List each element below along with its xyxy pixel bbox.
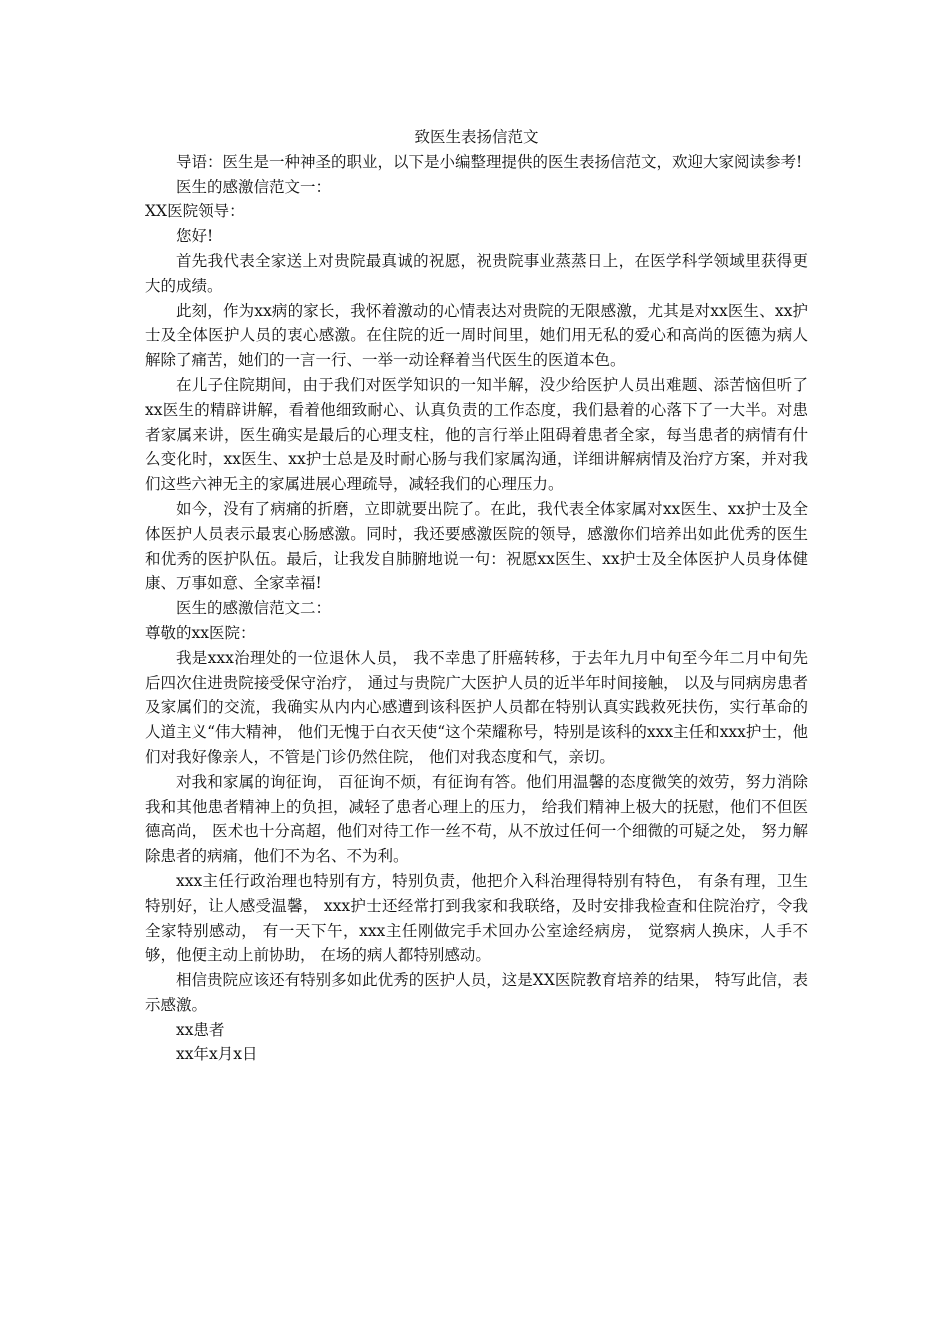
letter2-heading: 医生的感激信范文二： [176,599,332,618]
intro-paragraph: 导语：医生是一种神圣的职业，以下是小编整理提供的医生表扬信范文，欢迎大家阅读参考! [176,152,803,171]
document-title: 致医生表扬信范文 [414,128,539,146]
letter2-paragraph: xxx主任行政治理也特别有方，特别负责，他把介入科治理得特别有特色， 有条有理，卫生特别好，让人感受温馨， xxx护士还经常打到我家和我联络，及时安排我检查和住院治疗，令我全家特别感动， 有一天下午，xxx主任刚做完手术回办公室途经病房， 觉察病人换床，人手不够，他便主动上前协助， 在场的病人都特别感动。 [145,871,808,965]
letter2-date: xx年x月x日 [176,1045,258,1064]
letter2-paragraph: 对我和家属的询征询， 百征询不烦，有征询有答。他们用温馨的态度微笑的效劳，努力消除我和其他患者精神上的负担，减轻了患者心理上的压力， 给我们精神上极大的抚慰，他们不但医德高尚， 医术也十分高超，他们对待工作一丝不苟，从不放过任何一个细微的可疑之处， 努力解除患者的病痛，他们不为名、不为利。 [145,772,808,866]
letter2-paragraph: 相信贵院应该还有特别多如此优秀的医护人员，这是XX医院教育培养的结果， 特写此信，表示感激。 [145,971,808,1014]
letter1-salutation: XX医院领导： [145,202,245,221]
letter1-greeting: 您好! [176,227,214,246]
document-page [145,125,808,1067]
letter2-paragraph: 我是xxx治理处的一位退休人员， 我不幸患了肝癌转移，于去年九月中旬至今年二月中旬先后四次住进贵院接受保守治疗， 通过与贵院广大医护人员的近半年时间接触， 以及与同病房患者及家属们的交流，我确实从内内心感遭到该科医护人员都在特别认真实践救死扶伤，实行革命的人道主义“伟大精神， 他们无愧于白衣天使“这个荣耀称号，特别是该科的xxx主任和xxx护士，他们对我好像亲人，不管是门诊仍然住院， 他们对我态度和气，亲切。 [145,648,808,766]
letter1-paragraph: 首先我代表全家送上对贵院最真诚的祝愿，祝贵院事业蒸蒸日上，在医学科学领域里获得更大的成绩。 [145,251,808,295]
letter1-paragraph: 如今，没有了病痛的折磨，立即就要出院了。在此，我代表全体家属对xx医生、xx护士及全体医护人员表示最衷心肠感激。同时，我还要感激医院的领导，感激你们培养出如此优秀的医生和优秀的医护队伍。最后，让我发自肺腑地说一句：祝愿xx医生、xx护士及全体医护人员身体健康、万事如意、全家幸福! [145,499,808,593]
letter1-paragraph: 此刻，作为xx病的家长，我怀着激动的心情表达对贵院的无限感激，尤其是对xx医生、xx护士及全体医护人员的衷心感激。在住院的近一周时间里，她们用无私的爱心和高尚的医德为病人解除了痛苦，她们的一言一行、一举一动诠释着当代医生的医道本色。 [145,301,808,370]
letter2-salutation: 尊敬的xx医院： [145,623,256,642]
letter1-heading: 医生的感激信范文一： [176,177,332,196]
letter1-paragraph: 在儿子住院期间，由于我们对医学知识的一知半解，没少给医护人员出难题、添苦恼但听了xx医生的精辟讲解，看着他细致耐心、认真负责的工作态度，我们悬着的心落下了一大半。对患者家属来讲，医生确实是最后的心理支柱，他的言行举止阻碍着患者全家，每当患者的病情有什么变化时，xx医生、xx护士总是及时耐心肠与我们家属沟通，详细讲解病情及治疗方案，并对我们这些六神无主的家属进展心理疏导，减轻我们的心理压力。 [145,375,808,494]
letter2-signature: xx患者 [176,1020,225,1039]
